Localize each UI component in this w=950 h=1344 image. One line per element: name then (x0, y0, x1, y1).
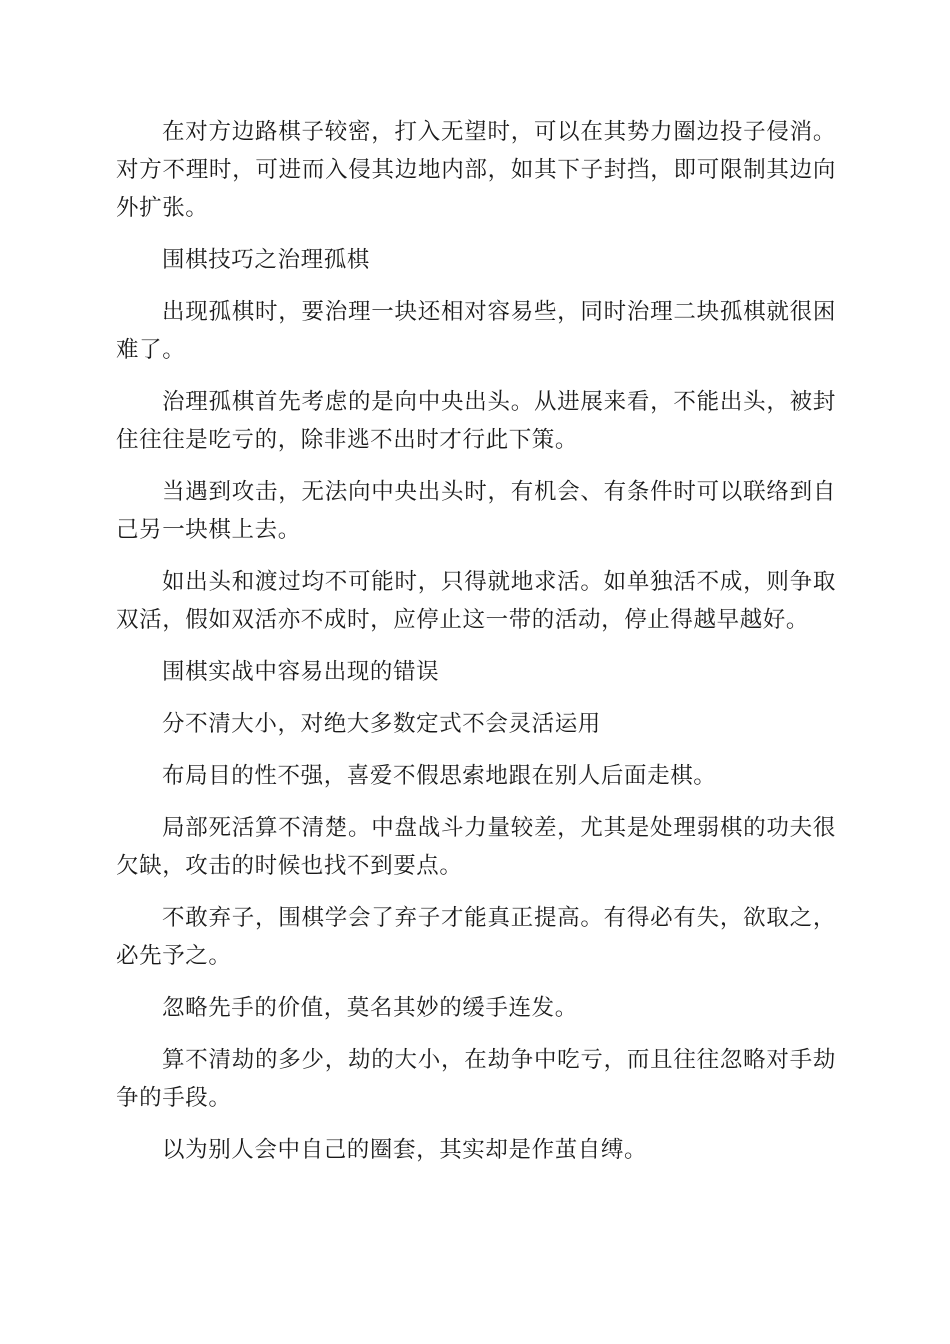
heading-isolated-groups: 围棋技巧之治理孤棋 (162, 247, 370, 273)
paragraph-live-in-place: 如出头和渡过均不可能时，只得就地求活。如单独活不成，则争取双活，假如双活亦不成时，应停止这一带的活动，停止得越早越好。 (116, 569, 836, 633)
mistake-item: 以为别人会中自己的圈套，其实却是作茧自缚。 (162, 1137, 648, 1163)
heading-common-mistakes: 围棋实战中容易出现的错误 (162, 659, 440, 685)
mistake-item: 局部死活算不清楚。中盘战斗力量较差，尤其是处理弱棋的功夫很欠缺，攻击的时候也找不到要点。 (116, 815, 836, 879)
paragraph-isolated-groups-intro: 出现孤棋时，要治理一块还相对容易些，同时治理二块孤棋就很困难了。 (116, 299, 836, 363)
paragraph-edge-invasion: 在对方边路棋子较密，打入无望时，可以在其势力圈边投子侵消。对方不理时，可进而入侵其边地内部，如其下子封挡，即可限制其边向外扩张。 (116, 119, 836, 221)
mistake-item: 忽略先手的价值，莫名其妙的缓手连发。 (162, 995, 578, 1021)
mistake-item: 不敢弃子，围棋学会了弃子才能真正提高。有得必有失，欲取之，必先予之。 (116, 905, 836, 969)
mistake-item: 布局目的性不强，喜爱不假思索地跟在别人后面走棋。 (162, 763, 717, 789)
paragraph-connect-group: 当遇到攻击，无法向中央出头时，有机会、有条件时可以联络到自己另一块棋上去。 (116, 479, 836, 543)
paragraph-head-out-center: 治理孤棋首先考虑的是向中央出头。从进展来看，不能出头，被封住往往是吃亏的，除非逃不出时才行此下策。 (116, 389, 836, 453)
document-body (116, 113, 836, 1183)
mistake-item: 算不清劫的多少，劫的大小，在劫争中吃亏，而且往往忽略对手劫争的手段。 (116, 1047, 836, 1111)
mistake-item: 分不清大小，对绝大多数定式不会灵活运用 (162, 711, 601, 737)
